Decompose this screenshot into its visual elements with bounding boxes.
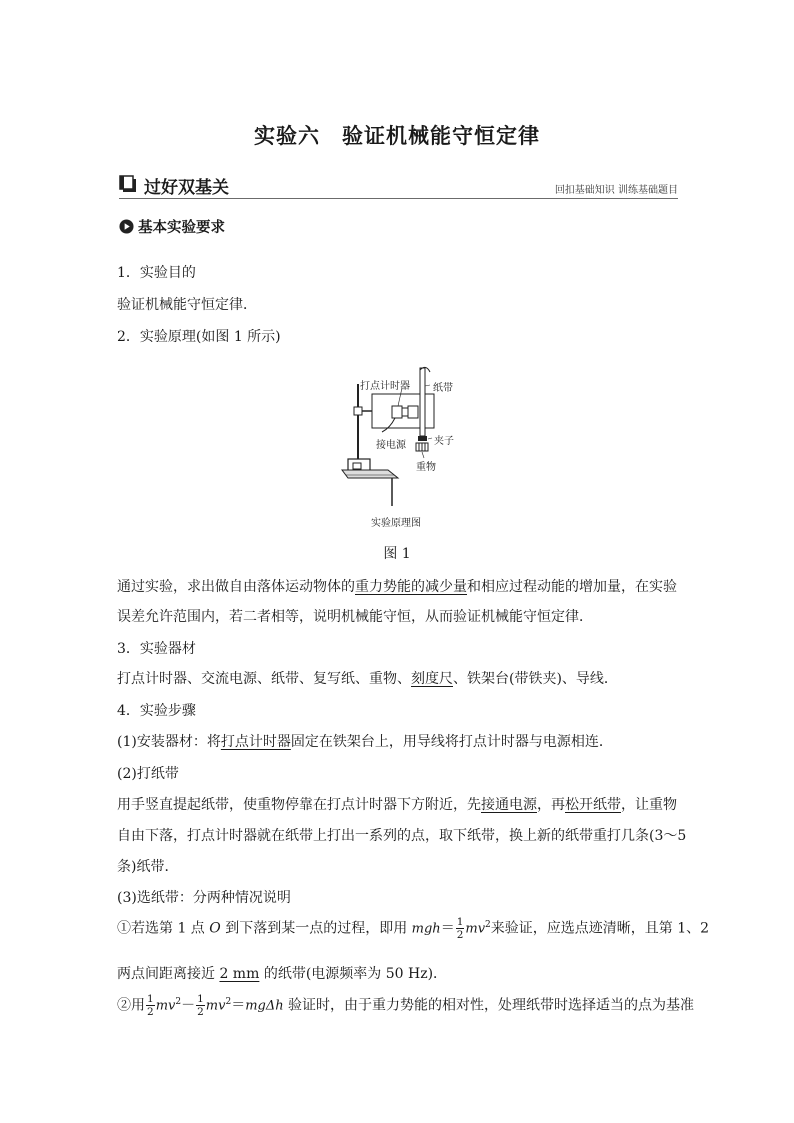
- case1-fraction: [456, 916, 465, 941]
- item3-underline: 刻度尺: [411, 671, 453, 687]
- case2-mv-a: mv: [205, 998, 226, 1014]
- step2-line3: 条)纸带．: [117, 859, 179, 875]
- step2-text-b: ，再: [537, 797, 565, 813]
- title-part1: 实验六: [254, 124, 320, 148]
- case2-line1: [117, 993, 694, 1018]
- fraction-denominator: 2: [456, 929, 464, 941]
- item2-heading: 2．实验原理(如图 1 所示): [117, 329, 281, 345]
- step2-underline1: 接通电源: [481, 797, 537, 813]
- step2-line2: 自由下落，打点计时器就在纸带上打出一系列的点，取下纸带，换上新的纸带重打几条(3～5: [117, 828, 687, 844]
- fraction-numerator: 1: [147, 993, 154, 1005]
- step3-heading: (3)选纸带：分两种情况说明: [117, 890, 291, 906]
- subheading-text: 基本实验要求: [138, 220, 225, 236]
- item3-text-b: 、铁架台(带铁夹)、导线．: [453, 671, 618, 687]
- case1-underline: 2 mm: [219, 966, 260, 982]
- section-bar: [119, 172, 678, 199]
- step1-text-a: (1)安装器材：将: [117, 734, 221, 750]
- case1-mgh: mgh: [411, 921, 441, 937]
- principle-underline: 重力势能的减少量: [355, 579, 467, 595]
- page-title: [0, 120, 794, 150]
- title-part2: 验证机械能守恒定律: [342, 124, 540, 148]
- subheading: [119, 216, 225, 237]
- play-circle-icon: [119, 219, 134, 234]
- case2-minus: －: [181, 997, 196, 1014]
- label-weight: 重物: [416, 462, 436, 473]
- fraction-numerator: 1: [456, 916, 464, 928]
- label-clip: 夹子: [434, 436, 454, 447]
- label-tape: 纸带: [433, 383, 453, 394]
- principle-line1: [117, 576, 677, 596]
- case2-fraction2: [196, 993, 205, 1018]
- step2-underline2: 松开纸带: [565, 797, 621, 813]
- case1-equals: ＝: [440, 920, 455, 937]
- case2-text-b: 验证时，由于重力势能的相对性，处理纸带时选择适当的点为基准: [283, 997, 695, 1014]
- case2-mv-b: mv: [155, 998, 176, 1014]
- item3-text-a: 打点计时器、交流电源、纸带、复写纸、重物、: [117, 671, 411, 687]
- case1-text-b: 到下落到某一点的过程，即用: [220, 920, 412, 937]
- fraction-denominator: 2: [147, 1006, 154, 1018]
- item4-heading: 4．实验步骤: [117, 703, 196, 719]
- case1-mv: mv: [465, 921, 486, 937]
- step2-text-a: 用手竖直提起纸带，使重物停靠在打点计时器下方附近，先: [117, 797, 481, 813]
- step1-text-b: 固定在铁架台上，用导线将打点计时器与电源相连．: [290, 734, 613, 750]
- case2-fraction1: [146, 993, 155, 1018]
- step2-line1: [117, 794, 677, 814]
- case1-text-d: 两点间距离接近: [117, 966, 220, 982]
- figure-number: 图 1: [383, 546, 411, 562]
- case1-text-a: ①若选第 1 点: [117, 920, 210, 937]
- case1-text-e: 的纸带(电源频率为 50 Hz)．: [259, 966, 448, 982]
- item3-heading: 3．实验器材: [117, 641, 196, 657]
- item3-body: [117, 668, 618, 688]
- label-power: 接电源: [376, 440, 406, 451]
- step1-underline: 打点计时器: [220, 734, 291, 750]
- fraction-denominator: 2: [197, 1006, 204, 1018]
- case1-point-o: O: [209, 920, 221, 937]
- case2-mgdh: mgΔh: [245, 998, 284, 1014]
- section-title: 过好双基关: [144, 178, 229, 198]
- case2-square2: 2: [225, 996, 232, 1007]
- case1-square: 2: [485, 919, 491, 930]
- principle-line2: 误差允许范围内，若二者相等，说明机械能守恒，从而验证机械能守恒定律．: [117, 609, 593, 625]
- step2-text-c: ，让重物: [621, 797, 677, 813]
- principle-text-a: 通过实验，求出做自由落体运动物体的: [117, 579, 355, 595]
- item1-body: 验证机械能守恒定律．: [117, 297, 257, 313]
- case1-line2: [117, 963, 447, 983]
- figure-caption: 实验原理图: [371, 518, 421, 529]
- principle-text-b: 和相应过程动能的增加量，在实验: [467, 579, 677, 595]
- case2-equals: ＝: [231, 997, 246, 1014]
- apparatus-figure: [340, 366, 460, 526]
- step2-heading: (2)打纸带: [117, 766, 179, 782]
- case1-text-c: 来验证，应选点迹清晰，且第 1、2: [490, 920, 710, 937]
- section-note: 回扣基础知识 训练基础题目: [554, 185, 678, 196]
- case1-line1: [117, 916, 709, 941]
- item1-heading: 1．实验目的: [117, 265, 196, 281]
- case2-text-a: ②用: [117, 997, 145, 1014]
- step1: [117, 731, 613, 751]
- label-timer: 打点计时器: [360, 381, 410, 392]
- case2-square1: 2: [175, 996, 182, 1007]
- fraction-numerator: 1: [197, 993, 204, 1005]
- section-icon: [119, 175, 137, 193]
